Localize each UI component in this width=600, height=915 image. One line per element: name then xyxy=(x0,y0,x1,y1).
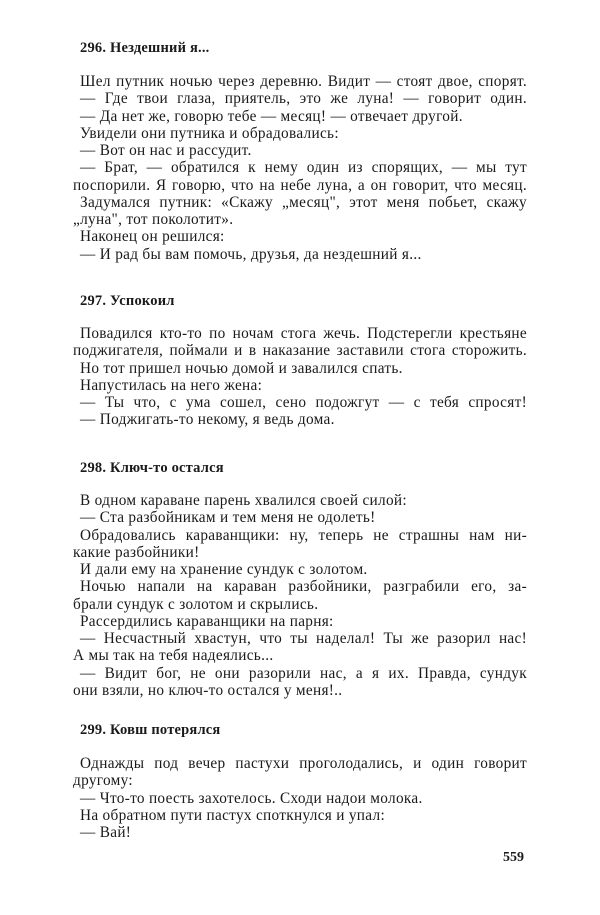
story-heading: 298. Ключ-то остался xyxy=(80,460,224,476)
text-line: Но тот пришел ночью домой и завалился спать. xyxy=(80,359,403,377)
text-line: Повадился кто-то по ночам стога жечь. Подстерегли крестьяне xyxy=(80,325,527,342)
text-line: они взяли, но ключ-то остался у меня!.. xyxy=(73,681,343,699)
text-line: Увидели они путника и обрадовались: xyxy=(80,124,339,142)
text-line: брали сундук с золотом и скрылись. xyxy=(73,595,319,613)
text-line: На обратном пути пастух споткнулся и упал: xyxy=(80,806,386,824)
text-line: — Видит бог, не они разорили нас, а я их. Правда, сундук xyxy=(80,664,527,682)
text-line: — Где твои глаза, приятель, это же луна! — говорит один. xyxy=(80,90,527,108)
text-line: — Ты что, с ума сошел, сено подожгут — с тебя спросят! xyxy=(80,394,527,411)
text-line: какие разбойники! xyxy=(73,543,200,561)
text-line: Однажды под вечер пастухи проголодались, и один говорит xyxy=(80,755,527,772)
text-line: — Что-то поесть захотелось. Сходи надои молока. xyxy=(80,789,423,807)
story-heading: 297. Успокоил xyxy=(80,293,175,309)
story-heading: 299. Ковш потерялся xyxy=(80,722,221,738)
text-line: — Ста разбойникам и тем меня не одолеть! xyxy=(80,509,376,527)
text-line: — Брат, — обратился к нему один из спорящих, — мы тут xyxy=(80,159,527,177)
text-line: — Несчастный хвастун, что ты наделал! Ты же разорил нас! xyxy=(80,630,527,647)
text-line: — И рад бы вам помочь, друзья, да нездешний я... xyxy=(80,245,422,263)
text-line: В одном караване парень хвалился своей силой: xyxy=(80,492,407,509)
text-line: Задумался путник: «Скажу „месяц", этот меня побьет, скажу xyxy=(80,193,527,211)
text-line: „луна", тот поколотит». xyxy=(73,211,234,228)
text-line: А мы так на тебя надеялись... xyxy=(73,647,274,665)
text-line: Наконец он решился: xyxy=(80,228,225,246)
text-line: — Вот он нас и рассудит. xyxy=(80,142,252,159)
text-line: — Вай! xyxy=(80,824,132,841)
text-line: поспорили. Я говорю, что на небе луна, а он говорит, что месяц. xyxy=(73,176,527,194)
text-line: Обрадовались караванщики: ну, теперь не страшны нам ни- xyxy=(80,526,527,544)
text-line: поджигателя, поймали и в наказание заставили стога сторожить. xyxy=(73,342,527,360)
text-line: Напустилась на него жена: xyxy=(80,376,263,394)
text-line: другому: xyxy=(73,772,133,790)
text-line: И дали ему на хранение сундук с золотом. xyxy=(80,561,368,578)
text-line: — Поджигать-то некому, я ведь дома. xyxy=(80,411,335,429)
text-line: Ночью напали на караван разбойники, разграбили его, за- xyxy=(80,578,527,596)
page-number: 559 xyxy=(503,850,524,865)
text-line: Рассердились караванщики на парня: xyxy=(80,612,334,630)
text-line: Шел путник ночью через деревню. Видит — стоят двое, спорят. xyxy=(80,73,527,90)
text-line: — Да нет же, говорю тебе — месяц! — отвечает другой. xyxy=(80,107,463,125)
story-heading: 296. Нездешний я... xyxy=(80,40,210,56)
